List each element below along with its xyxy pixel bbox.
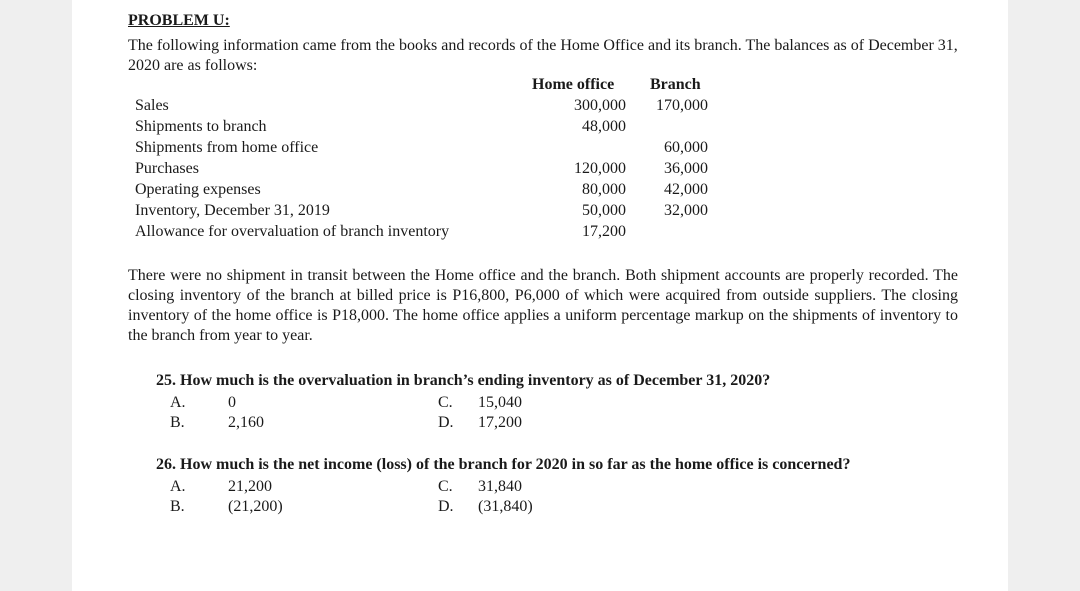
- intro-paragraph: The following information came from the books and records of the Home Office and its branch. The balances as of December 31, 2020 are as follows:: [128, 37, 958, 74]
- row-home-value: 300,000: [574, 97, 626, 114]
- option-value: 17,200: [478, 414, 522, 431]
- row-label: Inventory, December 31, 2019: [135, 202, 330, 219]
- option-letter: C.: [438, 478, 453, 495]
- problem-title: PROBLEM U:: [128, 12, 230, 29]
- row-label: Allowance for overvaluation of branch inventory: [135, 223, 450, 240]
- col-header-home-office: Home office: [532, 76, 615, 93]
- option-value: 31,840: [478, 478, 522, 495]
- question-26: 26. How much is the net income (loss) of the branch for 2020 in so far as the home office is concerned?: [156, 456, 851, 473]
- row-home-value: 50,000: [582, 202, 626, 219]
- option-value: 15,040: [478, 394, 522, 411]
- option-letter: C.: [438, 394, 453, 411]
- col-header-branch: Branch: [650, 76, 701, 93]
- option-value: 21,200: [228, 478, 272, 495]
- row-home-value: 80,000: [582, 181, 626, 198]
- option-value: (21,200): [228, 498, 283, 515]
- document-page: [72, 0, 1008, 591]
- option-letter: A.: [170, 478, 186, 495]
- row-home-value: 48,000: [582, 118, 626, 135]
- row-label: Shipments from home office: [135, 139, 319, 156]
- option-value: 0: [228, 394, 236, 411]
- row-branch-value: 170,000: [656, 97, 708, 114]
- row-label: Shipments to branch: [135, 118, 267, 135]
- row-home-value: 17,200: [582, 223, 626, 240]
- row-branch-value: 36,000: [664, 160, 708, 177]
- option-letter: D.: [438, 414, 454, 431]
- option-letter: B.: [170, 414, 185, 431]
- question-25: 25. How much is the overvaluation in branch’s ending inventory as of December 31, 2020?: [156, 372, 771, 389]
- row-branch-value: 42,000: [664, 181, 708, 198]
- option-value: 2,160: [228, 414, 264, 431]
- option-letter: B.: [170, 498, 185, 515]
- option-letter: D.: [438, 498, 454, 515]
- row-home-value: 120,000: [574, 160, 626, 177]
- row-branch-value: 60,000: [664, 139, 708, 156]
- transit-paragraph: There were no shipment in transit between the Home office and the branch. Both shipment accounts are properly recorded. The closing inventory of the branch at billed price is P16,800, P6,000 of which were acquired from outside suppliers. The closing inventory of the home office is P18,000. The home office applies a uniform percentage markup on the shipments of inventory to the branch from year to year.: [128, 267, 958, 344]
- option-value: (31,840): [478, 498, 533, 515]
- row-branch-value: 32,000: [664, 202, 708, 219]
- row-label: Operating expenses: [135, 181, 261, 198]
- row-label: Sales: [135, 97, 169, 114]
- row-label: Purchases: [135, 160, 199, 177]
- option-letter: A.: [170, 394, 186, 411]
